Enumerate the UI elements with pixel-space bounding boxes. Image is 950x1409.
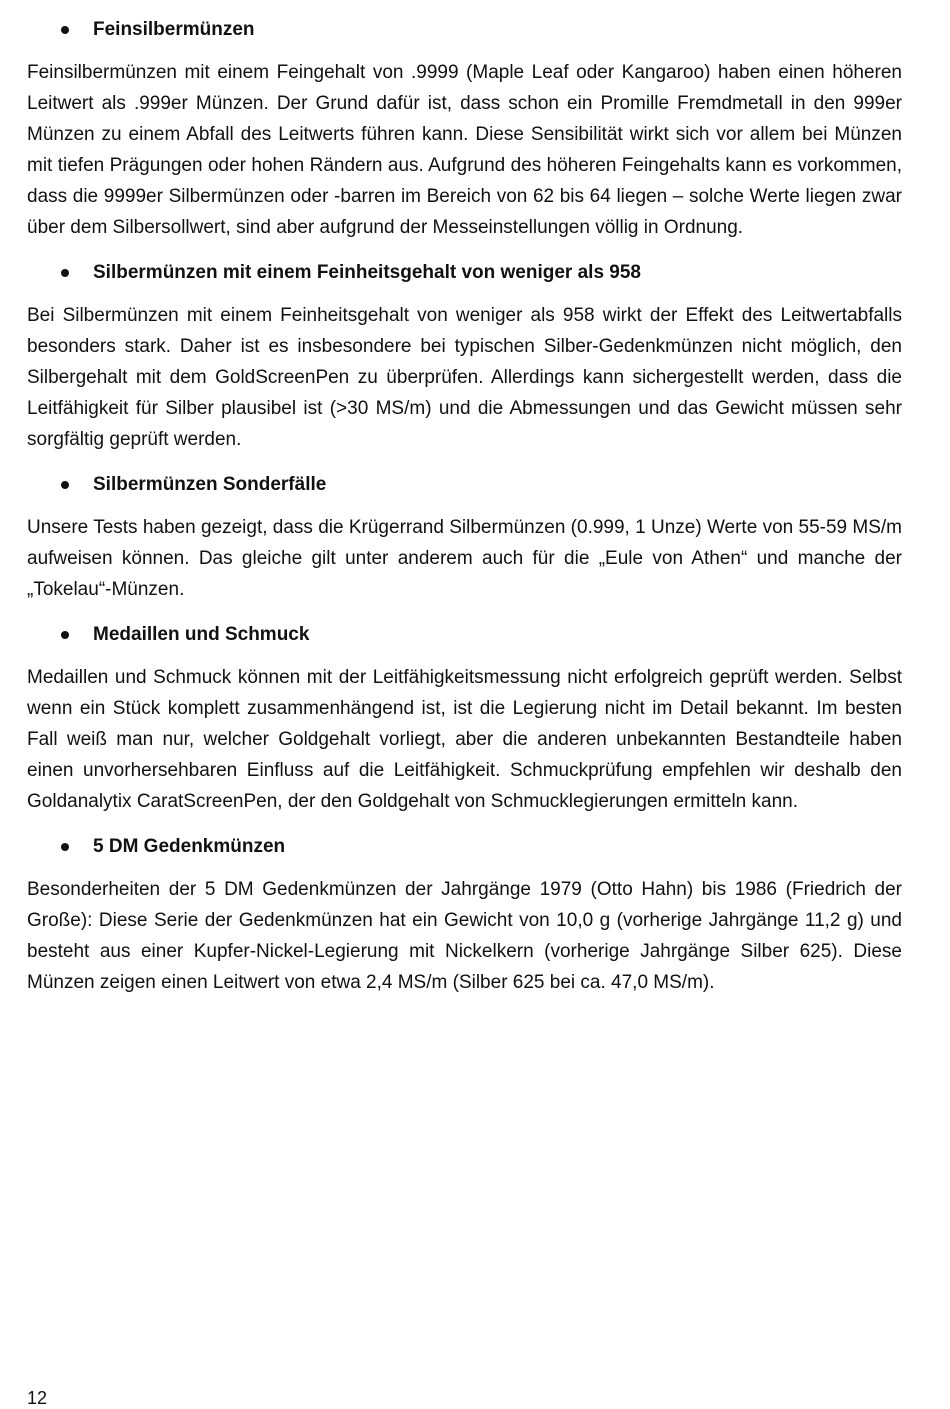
- section-heading: [27, 622, 902, 648]
- section-heading-text: 5 DM Gedenkmünzen: [93, 836, 286, 857]
- section-silbermuenzen-sonderfaelle: [27, 472, 902, 605]
- bullet-icon: [61, 269, 69, 277]
- page-number: 12: [27, 1388, 48, 1408]
- section-heading-text: Silbermünzen mit einem Feinheitsgehalt von weniger als 958: [93, 262, 641, 283]
- section-silbermuenzen-unter-958: [27, 260, 902, 455]
- bullet-icon: [61, 26, 69, 34]
- section-paragraph: Unsere Tests haben gezeigt, dass die Krügerrand Silbermünzen (0.999, 1 Unze) Werte von 55-59 MS/m aufweisen können. Das gleiche gilt unter anderem auch für die „Eule von Athen“ und manche der „Tokelau“-Münzen.: [27, 517, 902, 600]
- section-paragraph: Medaillen und Schmuck können mit der Leitfähigkeitsmessung nicht erfolgreich geprüft werden. Selbst wenn ein Stück komplett zusammenhängend ist, ist die Legierung nicht im Detail bekannt. Im besten Fall weiß man nur, welcher Goldgehalt vorliegt, aber die anderen unbekannten Bestandteile haben einen unvorhersehbaren Einfluss auf die Leitfähigkeit. Schmuckprüfung empfehlen wir deshalb den Goldanalytix CaratScreenPen, der den Goldgehalt von Schmucklegierungen ermitteln kann.: [27, 667, 902, 812]
- bullet-icon: [61, 481, 69, 489]
- section-5dm-gedenkmuenzen: [27, 834, 902, 998]
- section-heading: [27, 17, 902, 43]
- bullet-icon: [61, 843, 69, 851]
- section-paragraph: Bei Silbermünzen mit einem Feinheitsgehalt von weniger als 958 wirkt der Effekt des Leitwertabfalls besonders stark. Daher ist es insbesondere bei typischen Silber-Gedenkmünzen nicht möglich, den Silbergehalt mit dem GoldScreenPen zu überprüfen. Allerdings kann sichergestellt werden, dass die Leitfähigkeit für Silber plausibel ist (>30 MS/m) und die Abmessungen und das Gewicht müssen sehr sorgfältig geprüft werden.: [27, 305, 902, 450]
- section-paragraph: Besonderheiten der 5 DM Gedenkmünzen der Jahrgänge 1979 (Otto Hahn) bis 1986 (Friedrich der Große): Diese Serie der Gedenkmünzen hat ein Gewicht von 10,0 g (vorherige Jahrgänge 11,2 g) und besteht aus einer Kupfer-Nickel-Legierung mit Nickelkern (vorherige Jahrgänge Silber 625). Diese Münzen zeigen einen Leitwert von etwa 2,4 MS/m (Silber 625 bei ca. 47,0 MS/m).: [27, 879, 902, 993]
- section-heading-text: Silbermünzen Sonderfälle: [93, 474, 327, 495]
- section-heading-text: Medaillen und Schmuck: [93, 624, 310, 645]
- bullet-icon: [61, 631, 69, 639]
- section-medaillen-und-schmuck: [27, 622, 902, 817]
- section-heading: [27, 472, 902, 498]
- section-heading: [27, 260, 902, 286]
- section-heading-text: Feinsilbermünzen: [93, 19, 255, 40]
- section-paragraph: Feinsilbermünzen mit einem Feingehalt von .9999 (Maple Leaf oder Kangaroo) haben einen höheren Leitwert als .999er Münzen. Der Grund dafür ist, dass schon ein Promille Fremdmetall in den 999er Münzen zu einem Abfall des Leitwerts führen kann. Diese Sensibilität wirkt sich vor allem bei Münzen mit tiefen Prägungen oder hohen Rändern aus. Aufgrund des höheren Feingehalts kann es vorkommen, dass die 9999er Silbermünzen oder -barren im Bereich von 62 bis 64 liegen – solche Werte liegen zwar über dem Silbersollwert, sind aber aufgrund der Messeinstellungen völlig in Ordnung.: [27, 62, 902, 238]
- section-heading: [27, 834, 902, 860]
- document-page: [27, 0, 902, 998]
- section-feinsilbermuenzen: [27, 17, 902, 243]
